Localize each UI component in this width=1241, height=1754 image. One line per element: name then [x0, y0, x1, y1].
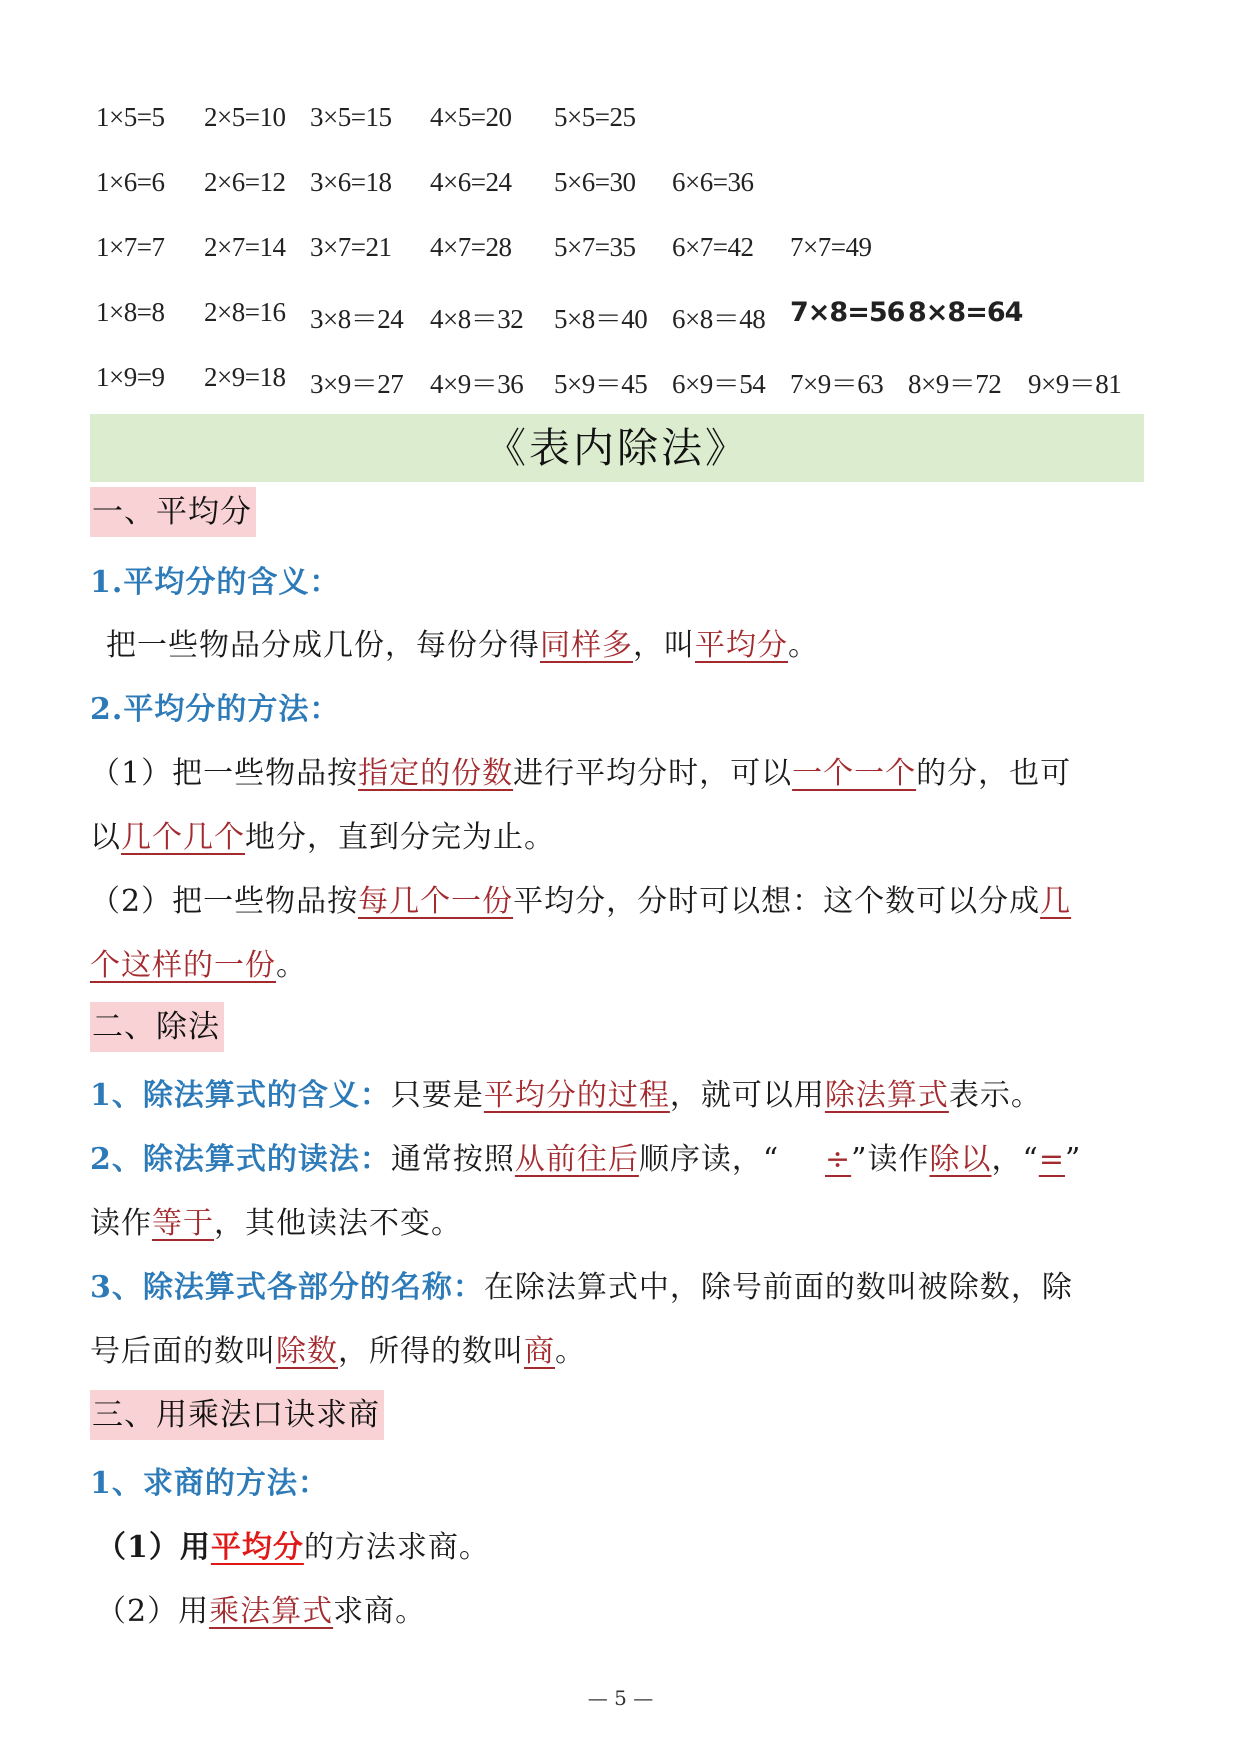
table-cell: 2×7=14: [204, 232, 286, 262]
table-cell: 6×9＝54: [672, 369, 766, 399]
paragraph-average-meaning: [106, 620, 819, 664]
text: ，叫: [633, 628, 695, 663]
text: 。: [276, 948, 307, 983]
key-term: 除以: [929, 1142, 992, 1177]
table-cell: 6×7=42: [672, 232, 754, 262]
text: ”: [1064, 1142, 1082, 1177]
text: 只要是: [390, 1078, 484, 1113]
table-cell: 2×8=16: [204, 297, 286, 327]
subheading-average-method: 2.平均分的方法：: [90, 692, 341, 727]
table-cell: 5×7=35: [554, 232, 636, 262]
key-term: 平均分的过程: [483, 1078, 670, 1113]
paragraph-method-2-cont: [90, 940, 307, 984]
text: ，所得的数叫: [338, 1334, 524, 1369]
table-cell: 6×6=36: [672, 167, 754, 197]
subheading-average-meaning: 1.平均分的含义：: [90, 565, 341, 600]
text: 读作: [90, 1206, 152, 1241]
paragraph-quotient-1: [96, 1522, 490, 1566]
paragraph-method-1: [90, 748, 1071, 792]
text: 。: [788, 628, 819, 663]
key-term: 同样多: [540, 628, 633, 663]
text: （1）把一些物品按: [90, 756, 359, 791]
table-cell: 3×5=15: [310, 102, 392, 132]
text: 表示。: [948, 1078, 1042, 1113]
paragraph-division-reading: [90, 1134, 779, 1178]
paragraph-division-meaning: [90, 1070, 1042, 1114]
text: 通常按照: [390, 1142, 515, 1177]
table-cell: 5×8＝40: [554, 304, 648, 334]
table-cell: 4×8＝32: [430, 304, 524, 334]
table-cell: 1×8=8: [96, 297, 165, 327]
table-cell: 1×6=6: [96, 167, 165, 197]
text: 的方法求商。: [303, 1530, 490, 1565]
text: ，其他读法不变。: [214, 1206, 462, 1241]
key-term: 几: [1040, 884, 1072, 919]
text: 把一些物品分成几份，每份分得: [106, 628, 540, 663]
key-term: 除法算式: [824, 1078, 949, 1113]
inline-label: 1、除法算式的含义：: [90, 1078, 391, 1113]
key-term: 从前往后: [514, 1142, 639, 1177]
table-cell: 2×6=12: [204, 167, 286, 197]
text: ，“: [991, 1142, 1039, 1177]
paragraph-division-reading-cont: [90, 1198, 462, 1242]
table-cell: 6×8＝48: [672, 304, 766, 334]
inline-label: 2、除法算式的读法：: [90, 1142, 391, 1177]
table-cell: 3×7=21: [310, 232, 392, 262]
table-cell: 5×5=25: [554, 102, 636, 132]
key-term: 个这样的一份: [90, 948, 276, 983]
text: （2）用: [96, 1594, 210, 1629]
inline-label: 3、除法算式各部分的名称：: [90, 1270, 484, 1305]
text: 顺序读，“: [638, 1142, 780, 1177]
paragraph-method-1-cont: [90, 812, 555, 856]
table-cell: 8×9＝72: [908, 369, 1002, 399]
key-term: 乘法算式: [209, 1594, 334, 1629]
text: ”读作: [851, 1142, 930, 1177]
key-term: 商: [524, 1334, 555, 1369]
subheading-quotient-method: 1、求商的方法：: [90, 1466, 329, 1501]
table-cell: 8×8=64: [908, 297, 1023, 328]
table-cell: 7×8=56: [790, 297, 905, 328]
table-cell: 7×9＝63: [790, 369, 884, 399]
text: ，就可以用: [669, 1078, 825, 1113]
paragraph-division-parts: [90, 1262, 1073, 1306]
text: 以: [90, 820, 121, 855]
table-cell: 5×9＝45: [554, 369, 648, 399]
paragraph-division-parts-cont: [90, 1326, 586, 1370]
key-term: =: [1038, 1142, 1065, 1177]
section-title-band: [90, 414, 1144, 482]
table-cell: 4×9＝36: [430, 369, 524, 399]
paragraph-division-reading-tail: [825, 1134, 1081, 1178]
table-cell: 9×9＝81: [1028, 369, 1122, 399]
text: 平均分，分时可以想：这个数可以分成: [513, 884, 1041, 919]
key-term: 除数: [276, 1334, 338, 1369]
text: （1）用: [96, 1530, 211, 1565]
key-term: 等于: [152, 1206, 214, 1241]
text: 地分，直到分完为止。: [245, 820, 555, 855]
text: 在除法算式中，除号前面的数叫被除数，除: [483, 1270, 1073, 1305]
page-title: 《表内除法》: [485, 424, 749, 472]
page-number: — 5 —: [587, 1686, 654, 1710]
table-cell: 1×7=7: [96, 232, 165, 262]
key-term: 平均分: [695, 628, 788, 663]
table-cell: 2×9=18: [204, 362, 286, 392]
section-heading-quotient: 三、用乘法口诀求商: [90, 1390, 384, 1440]
table-cell: 7×7=49: [790, 232, 872, 262]
table-cell: 4×5=20: [430, 102, 512, 132]
text: 的分，也可: [916, 756, 1072, 791]
text: 。: [555, 1334, 586, 1369]
table-cell: 1×5=5: [96, 102, 165, 132]
paragraph-quotient-2: [96, 1586, 426, 1630]
key-term: 指定的份数: [358, 756, 514, 791]
table-cell: 3×6=18: [310, 167, 392, 197]
key-term: ÷: [825, 1142, 852, 1177]
paragraph-method-2: [90, 876, 1071, 920]
table-cell: 3×9＝27: [310, 369, 404, 399]
text: （2）把一些物品按: [90, 884, 359, 919]
text: 求商。: [333, 1594, 427, 1629]
key-term: 一个一个: [792, 756, 917, 791]
table-cell: 4×7=28: [430, 232, 512, 262]
table-cell: 1×9=9: [96, 362, 165, 392]
key-term: 平均分: [210, 1530, 304, 1565]
section-heading-division: 二、除法: [90, 1002, 224, 1052]
section-heading-average: 一、平均分: [90, 487, 256, 537]
table-cell: 3×8＝24: [310, 304, 404, 334]
key-term: 几个几个: [121, 820, 245, 855]
key-term: 每几个一份: [358, 884, 514, 919]
table-cell: 5×6=30: [554, 167, 636, 197]
text: 号后面的数叫: [90, 1334, 276, 1369]
table-cell: 2×5=10: [204, 102, 286, 132]
table-cell: 4×6=24: [430, 167, 512, 197]
text: 进行平均分时，可以: [513, 756, 793, 791]
